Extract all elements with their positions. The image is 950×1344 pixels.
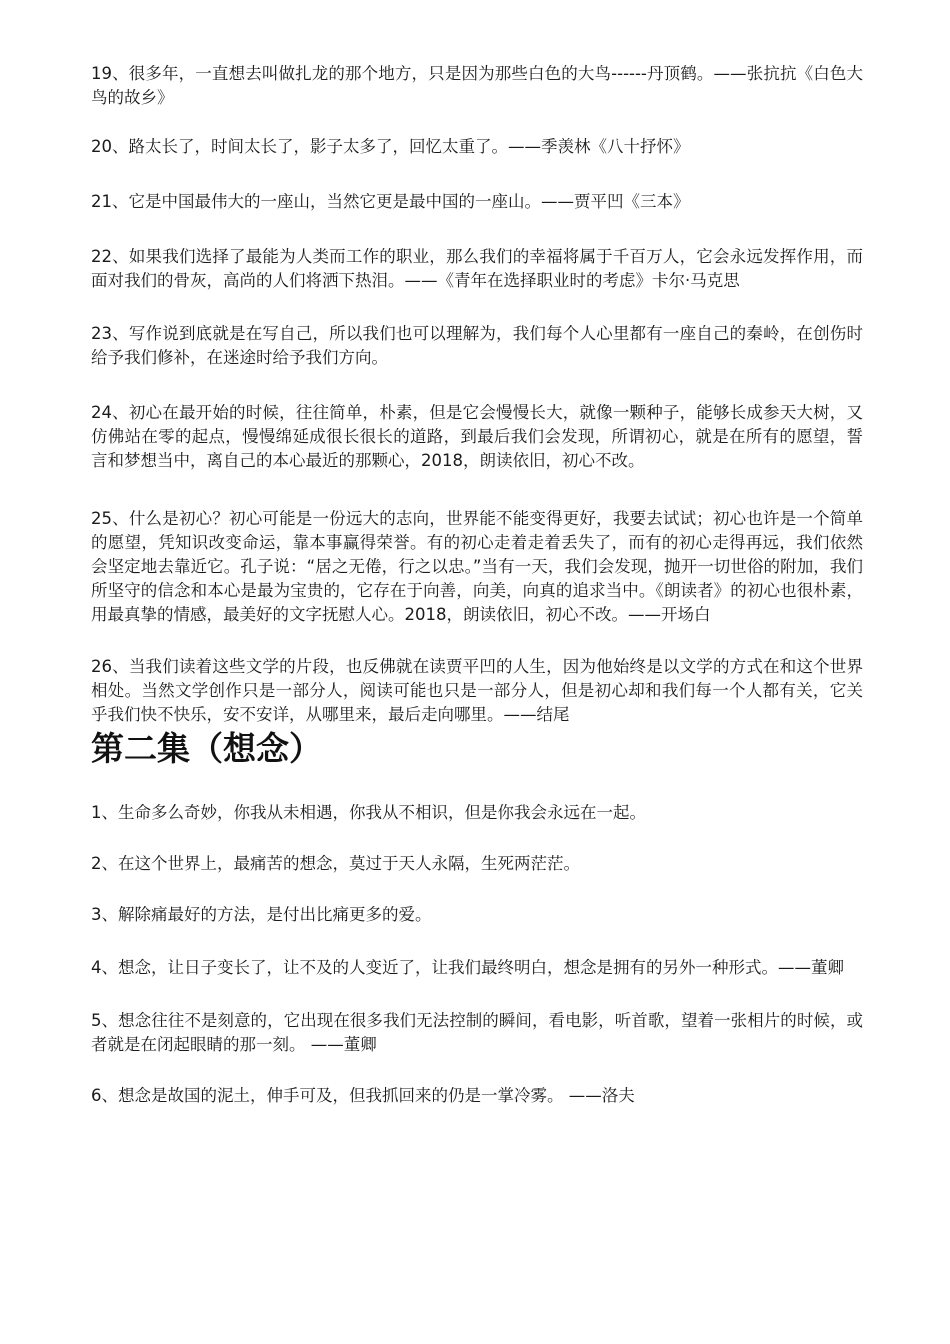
section-heading: 第二集（想念） [91,729,322,768]
missing-quote-6: 6、想念是故国的泥土，伸手可及，但我抓回来的仍是一掌冷雾。 ——洛夫 [91,1086,635,1105]
missing-quote-4: 4、想念，让日子变长了，让不及的人变近了，让我们最终明白，想念是拥有的另外一种形式。——董卿 [91,958,844,977]
quote-19: 19、很多年，一直想去叫做扎龙的那个地方，只是因为那些白色的大鸟------丹顶鹤。——张抗抗《白色大鸟的故乡》 [91,64,863,107]
quote-24: 24、初心在最开始的时候，往往简单，朴素，但是它会慢慢长大，就像一颗种子，能够长成参天大树，又仿佛站在零的起点，慢慢绵延成很长很长的道路，到最后我们会发现，所谓初心，就是在所有的愿望，誓言和梦想当中，离自己的本心最近的那颗心，2018，朗读依旧，初心不改。 [91,403,863,470]
missing-quote-5: 5、想念往往不是刻意的，它出现在很多我们无法控制的瞬间，看电影，听首歌，望着一张相片的时候，或者就是在闭起眼睛的那一刻。 ——董卿 [91,1011,863,1054]
missing-quote-1: 1、生命多么奇妙，你我从未相遇，你我从不相识，但是你我会永远在一起。 [91,803,646,822]
quote-25: 25、什么是初心？初心可能是一份远大的志向，世界能不能变得更好，我要去试试；初心也许是一个简单的愿望，凭知识改变命运，靠本事赢得荣誉。有的初心走着走着丢失了，而有的初心走得再远，我们依然会坚定地去靠近它。孔子说：“居之无倦，行之以忠。”当有一天，我们会发现，抛开一切世俗的附加，我们所坚守的信念和本心是最为宝贵的，它存在于向善，向美，向真的追求当中。《朗读者》的初心也很朴素，用最真挚的情感，最美好的文字抚慰人心。2018，朗读依旧，初心不改。——开场白 [91,509,863,624]
quote-26: 26、当我们读着这些文学的片段，也反佛就在读贾平凹的人生，因为他始终是以文学的方式在和这个世界相处。当然文学创作只是一部分人，阅读可能也只是一部分人，但是初心却和我们每一个人都有关，它关乎我们快不快乐，安不安详，从哪里来，最后走向哪里。——结尾 [91,657,863,724]
quote-21: 21、它是中国最伟大的一座山，当然它更是最中国的一座山。——贾平凹《三本》 [91,192,690,211]
missing-quote-3: 3、解除痛最好的方法，是付出比痛更多的爱。 [91,905,432,924]
quote-23: 23、写作说到底就是在写自己，所以我们也可以理解为，我们每个人心里都有一座自己的秦岭，在创伤时给予我们修补，在迷途时给予我们方向。 [91,324,863,367]
quote-20: 20、路太长了，时间太长了，影子太多了，回忆太重了。——季羡林《八十抒怀》 [91,137,690,156]
quote-22: 22、如果我们选择了最能为人类而工作的职业，那么我们的幸福将属于千百万人，它会永远发挥作用，而面对我们的骨灰，高尚的人们将洒下热泪。——《青年在选择职业时的考虑》卡尔·马克思 [91,247,863,290]
missing-quote-2: 2、在这个世界上，最痛苦的想念，莫过于天人永隔，生死两茫茫。 [91,854,580,873]
document-page [91,62,863,1133]
